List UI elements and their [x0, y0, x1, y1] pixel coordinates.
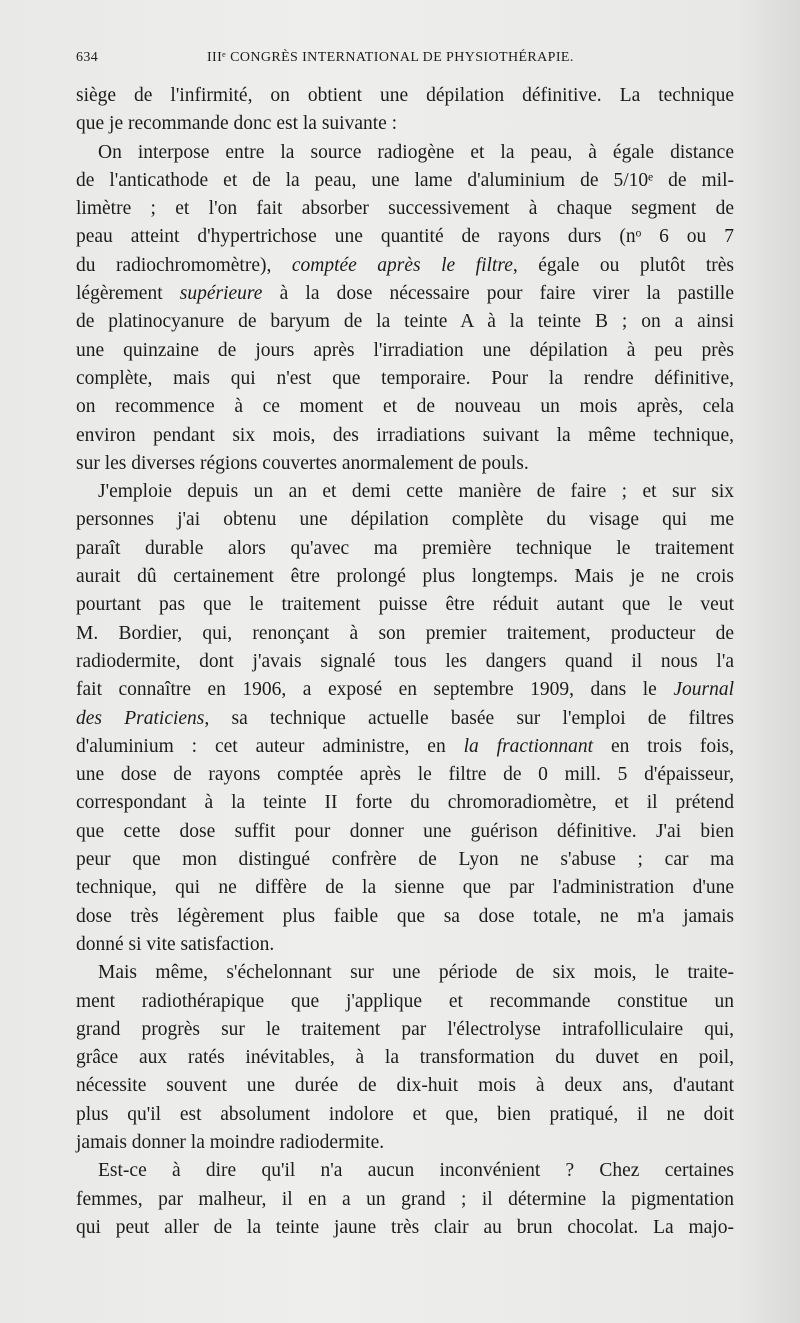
text-line: peau atteint d'hypertrichose une quantité de rayons durs (nᵒ 6 ou 7 — [76, 226, 734, 248]
text-line — [76, 705, 734, 733]
text-segment: légèrement — [76, 283, 180, 305]
text-line: M. Bordier, qui, renonçant à son premier traitement, producteur de — [76, 622, 734, 644]
text-line: plus qu'il est absolument indolore et que, bien pratiqué, il ne doit — [76, 1103, 734, 1125]
text-line: donné si vite satisfaction. — [76, 933, 275, 955]
italic-segment: Journal — [673, 679, 734, 701]
text-line: J'emploie depuis un an et demi cette manière de faire ; et sur six — [98, 481, 734, 503]
text-line: aurait dû certainement être prolongé plus longtemps. Mais je ne crois — [76, 566, 734, 588]
text-line: Est-ce à dire qu'il n'a aucun inconvénient ? Chez certaines — [98, 1160, 734, 1182]
text-line: une dose de rayons comptée après le filtre de 0 mill. 5 d'épaisseur, — [76, 764, 734, 786]
text-line: paraît durable alors qu'avec ma première technique le traitement — [76, 537, 734, 559]
text-line: correspondant à la teinte II forte du chromoradiomètre, et il prétend — [76, 792, 734, 814]
running-title: IIIᵉ CONGRÈS INTERNATIONAL DE PHYSIOTHÉRAPIE. — [207, 50, 574, 65]
text-segment: du radiochromomètre), — [76, 254, 292, 276]
text-line: personnes j'ai obtenu une dépilation complète du visage qui me — [76, 509, 734, 531]
text-segment: en trois fois, — [593, 735, 734, 757]
text-line — [76, 280, 734, 308]
italic-segment: des Praticiens — [76, 707, 205, 729]
text-line: grand progrès sur le traitement par l'électrolyse intrafolliculaire qui, — [76, 1018, 734, 1040]
text-line: de l'anticathode et de la peau, une lame d'aluminium de 5/10ᵉ de mil- — [76, 169, 734, 191]
text-line: que je recommande donc est la suivante : — [76, 113, 398, 135]
text-line: peur que mon distingué confrère de Lyon ne s'abuse ; car ma — [76, 849, 734, 871]
text-line: technique, qui ne diffère de la sienne que par l'administration d'une — [76, 877, 734, 899]
text-segment: , égale ou plutôt très — [512, 254, 734, 276]
text-line — [76, 676, 734, 704]
text-line: femmes, par malheur, il en a un grand ; il détermine la pigmentation — [76, 1188, 734, 1210]
text-line: ment radiothérapique que j'applique et recommande constitue un — [76, 990, 734, 1012]
text-line: qui peut aller de la teinte jaune très clair au brun chocolat. La majo- — [76, 1216, 734, 1238]
text-line: une quinzaine de jours après l'irradiation une dépilation à peu près — [76, 339, 734, 361]
text-line: On interpose entre la source radiogène et la peau, à égale distance — [98, 141, 734, 163]
text-segment: fait connaître en 1906, a exposé en septembre 1909, dans le — [76, 679, 674, 701]
text-segment: d'aluminium : cet auteur administre, en — [76, 735, 464, 757]
page-header — [76, 50, 736, 72]
text-line: grâce aux ratés inévitables, à la transformation du duvet en poil, — [76, 1047, 734, 1069]
text-line: Mais même, s'échelonnant sur une période de six mois, le traite- — [98, 962, 734, 984]
italic-segment: supérieure — [179, 283, 263, 305]
text-line — [76, 252, 734, 280]
text-line: sur les diverses régions couvertes anormalement de pouls. — [76, 452, 529, 474]
text-line: dose très légèrement plus faible que sa dose totale, ne m'a jamais — [76, 905, 734, 927]
text-line: siège de l'infirmité, on obtient une dépilation définitive. La technique — [76, 85, 734, 106]
text-line: jamais donner la moindre radiodermite. — [76, 1131, 385, 1153]
text-line: radiodermite, dont j'avais signalé tous les dangers quand il nous l'a — [76, 650, 734, 672]
text-line: environ pendant six mois, des irradiations suivant la même technique, — [76, 424, 734, 446]
body-text — [76, 82, 734, 1242]
italic-segment: comptée après le filtre — [291, 254, 513, 276]
text-segment: à la dose nécessaire pour faire virer la pastille — [262, 283, 734, 305]
text-line: nécessite souvent une durée de dix-huit mois à deux ans, d'autant — [76, 1075, 734, 1097]
text-line — [76, 733, 734, 761]
text-line: limètre ; et l'on fait absorber successivement à chaque segment de — [76, 198, 734, 220]
italic-segment: la fractionnant — [463, 735, 594, 757]
text-line: complète, mais qui n'est que temporaire. Pour la rendre définitive, — [76, 367, 734, 389]
text-line: on recommence à ce moment et de nouveau un mois après, cela — [76, 396, 734, 418]
text-line: de platinocyanure de baryum de la teinte A à la teinte B ; on a ainsi — [76, 311, 734, 333]
text-line: que cette dose suffit pour donner une guérison définitive. J'ai bien — [76, 820, 734, 842]
text-segment: , sa technique actuelle basée sur l'emploi de filtres — [204, 707, 734, 729]
text-line: pourtant pas que le traitement puisse être réduit autant que le veut — [76, 594, 734, 616]
page-number: 634 — [76, 50, 99, 65]
